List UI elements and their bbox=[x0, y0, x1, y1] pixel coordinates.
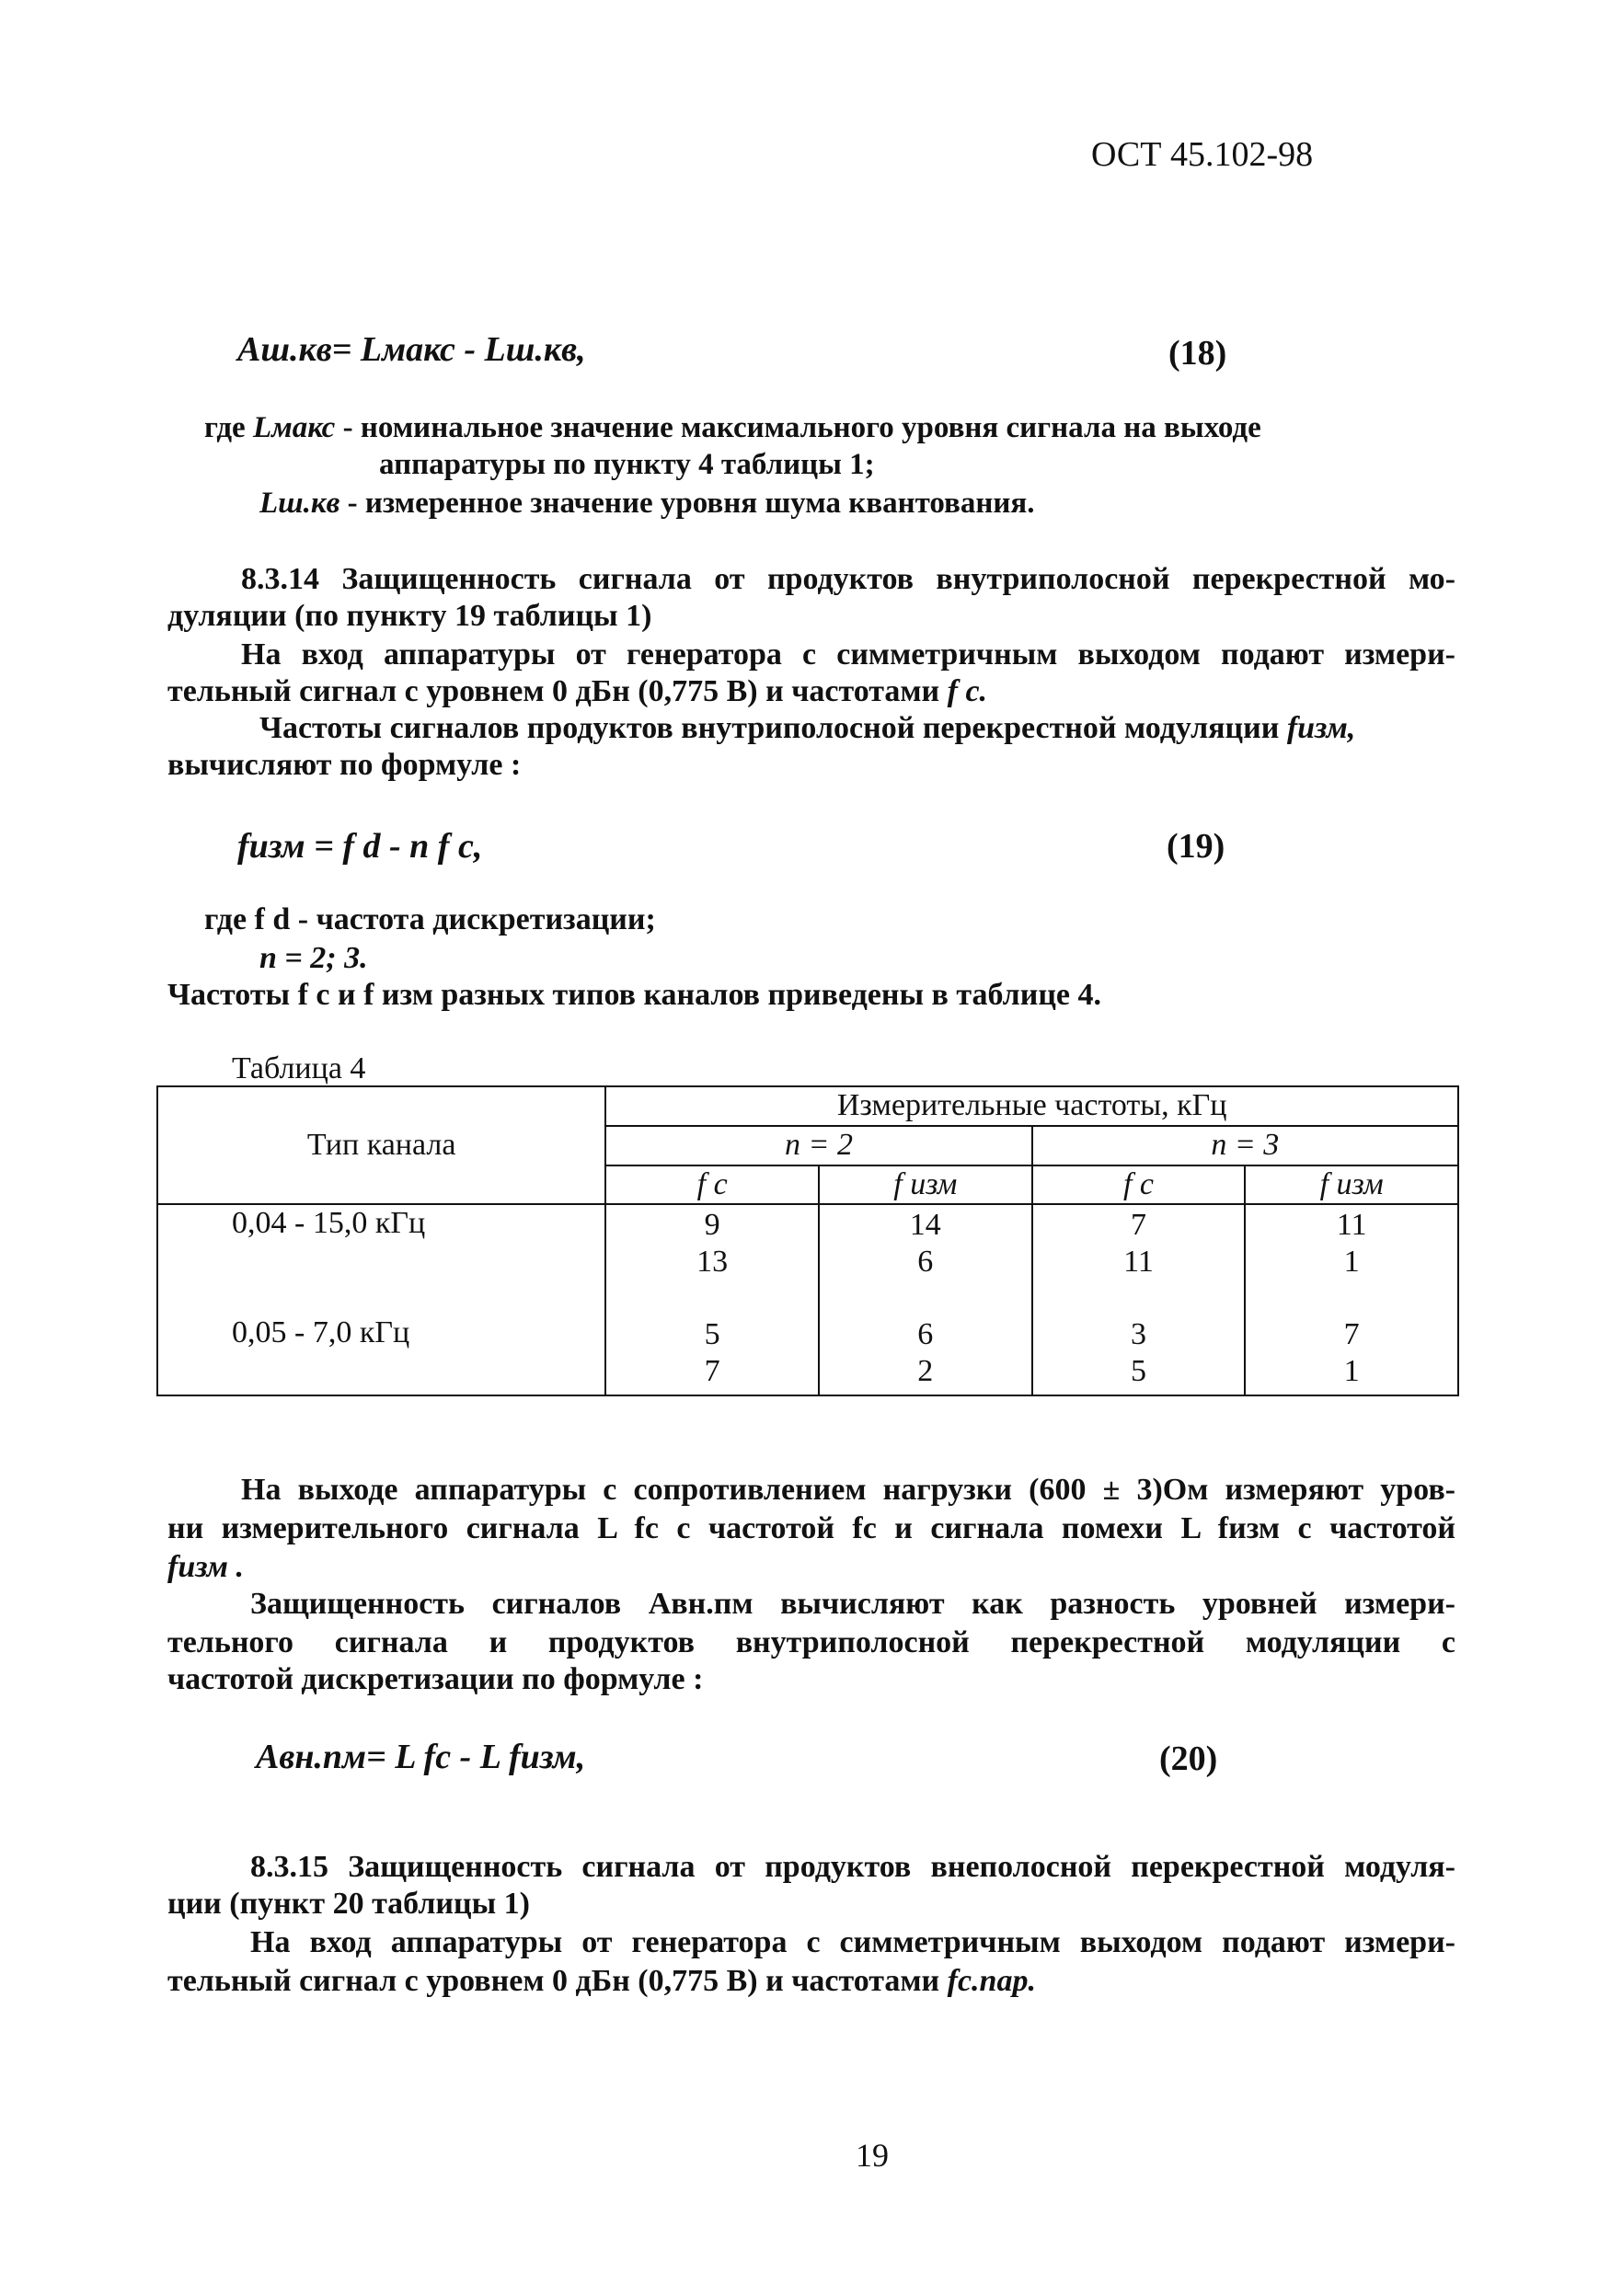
table-cell: 5 bbox=[704, 1317, 720, 1352]
formula-18-rhs: = Lмакс - Lш.кв, bbox=[331, 330, 586, 369]
table-4-subheader-fc-n3: f с bbox=[1032, 1165, 1246, 1205]
formula-20-number: (20) bbox=[1159, 1739, 1218, 1778]
table-4-subheader-fizm-n2: f изм bbox=[819, 1165, 1032, 1205]
section-8-3-14-p2-line-1: На вход аппаратуры от генератора с симметричным выходом подают измери- bbox=[241, 637, 1455, 672]
table-4-row-1-fc-n3 bbox=[1032, 1204, 1246, 1314]
section-8-3-15-p2-text: тельный сигнал с уровнем 0 дБн (0,775 В) и частотами bbox=[167, 1964, 940, 1998]
after-table-p1-line-3: fизм . bbox=[167, 1550, 244, 1584]
section-8-3-14-heading-line-2: дуляции (по пункту 19 таблицы 1) bbox=[167, 599, 652, 633]
table-cell: 7 bbox=[1130, 1208, 1146, 1243]
formula-18-lhs: Аш.кв bbox=[237, 330, 332, 369]
table-4-caption: Таблица 4 bbox=[232, 1051, 366, 1085]
section-8-3-15-p2-symbol: fс.пар. bbox=[947, 1964, 1036, 1998]
table-cell: 6 bbox=[917, 1245, 934, 1280]
section-8-3-15-heading-line-2: ции (пункт 20 таблицы 1) bbox=[167, 1887, 530, 1921]
where-18-item-2 bbox=[259, 486, 1035, 522]
after-table-p2-line-1: Защищенность сигналов Авн.пм вычисляют как разность уровней измери- bbox=[250, 1587, 1455, 1621]
where-18-text-1a: - номинальное значение максимального уровня сигнала на выходе bbox=[342, 411, 1261, 444]
where-19-line-1: где f d - частота дискретизации; bbox=[204, 902, 656, 936]
table-cell: 6 bbox=[917, 1317, 934, 1352]
after-table-p2-line-2: тельного сигнала и продуктов внутриполосной перекрестной модуляции с bbox=[167, 1625, 1455, 1659]
where-18-lead: где bbox=[204, 411, 246, 444]
section-8-3-14-p2-line-2 bbox=[167, 673, 987, 711]
where-18-text-1b: аппаратуры по пункту 4 таблицы 1; bbox=[379, 448, 875, 481]
section-8-3-15-p2-line-2 bbox=[167, 1963, 1036, 2001]
table-4-row-1-fizm-n3 bbox=[1245, 1204, 1458, 1314]
after-table-p1-line-2: ни измерительного сигнала L fc с частотой fc и сигнала помехи L fизм с частотой bbox=[167, 1511, 1455, 1545]
table-4-n3-header: n = 3 bbox=[1032, 1126, 1458, 1165]
after-table-p1-line-1: На выходе аппаратуры с сопротивлением нагрузки (600 ± 3)Ом измеряют уров- bbox=[241, 1473, 1455, 1507]
table-4-type-header: Тип канала bbox=[157, 1086, 605, 1204]
table-cell: 5 bbox=[1130, 1354, 1146, 1389]
table-cell: 1 bbox=[1343, 1354, 1360, 1389]
where-19-line-2: n = 2; 3. bbox=[259, 941, 368, 975]
where-18-symbol-2: Lш.кв bbox=[259, 487, 340, 520]
table-cell: 1 bbox=[1343, 1245, 1360, 1280]
table-4-row-2-fc-n2 bbox=[605, 1314, 819, 1395]
section-8-3-14-p3-symbol: fизм, bbox=[1286, 711, 1356, 745]
section-8-3-15-p2-line-1: На вход аппаратуры от генератора с симметричным выходом подают измери- bbox=[250, 1925, 1455, 1959]
table-cell: 9 bbox=[704, 1208, 720, 1243]
table-row bbox=[157, 1314, 1458, 1395]
section-8-3-15-heading-line-1: 8.3.15 Защищенность сигнала от продуктов внеполосной перекрестной модуля- bbox=[250, 1850, 1455, 1884]
where-18-item-1 bbox=[204, 410, 1400, 447]
table-cell: 11 bbox=[1336, 1208, 1367, 1243]
table-cell: 7 bbox=[704, 1354, 720, 1389]
formula-18-number: (18) bbox=[1168, 334, 1227, 373]
table-4-row-1-fizm-n2 bbox=[819, 1204, 1032, 1314]
table-4-subheader-fc-n2: f с bbox=[605, 1165, 819, 1205]
table-4-row-2-type: 0,05 - 7,0 кГц bbox=[157, 1314, 605, 1395]
table-cell: 2 bbox=[917, 1354, 934, 1389]
table-4-n2-header: n = 2 bbox=[605, 1126, 1031, 1165]
formula-20: Авн.пм= L fc - L fизм, bbox=[256, 1738, 586, 1776]
table-cell: 14 bbox=[909, 1208, 941, 1243]
where-19-line-3: Частоты f с и f изм разных типов каналов приведены в таблице 4. bbox=[167, 978, 1102, 1012]
section-8-3-14-p2-symbol: f с. bbox=[947, 674, 988, 708]
table-4 bbox=[156, 1085, 1459, 1396]
formula-18 bbox=[237, 329, 586, 372]
table-cell: 11 bbox=[1123, 1245, 1154, 1280]
section-8-3-14-p3-line-2: вычисляют по формуле : bbox=[167, 748, 522, 782]
section-8-3-14-heading-line-1: 8.3.14 Защищенность сигнала от продуктов внутриполосной перекрестной мо- bbox=[241, 562, 1455, 596]
table-cell: 7 bbox=[1343, 1317, 1360, 1352]
table-row bbox=[157, 1204, 1458, 1314]
table-4-group-header: Измерительные частоты, кГц bbox=[605, 1086, 1458, 1126]
table-4-row-2-fizm-n3 bbox=[1245, 1314, 1458, 1395]
document-code: ОСТ 45.102-98 bbox=[1091, 135, 1314, 174]
table-4-row-1-type: 0,04 - 15,0 кГц bbox=[157, 1204, 605, 1314]
table-4-row-1-fc-n2 bbox=[605, 1204, 819, 1314]
page-number: 19 bbox=[856, 2137, 889, 2174]
formula-19: fизм = f d - n f c, bbox=[237, 827, 483, 866]
section-8-3-14-p2-text: тельный сигнал с уровнем 0 дБн (0,775 В) и частотами bbox=[167, 674, 940, 708]
formula-19-number: (19) bbox=[1167, 827, 1225, 866]
where-18-symbol-1: Lмакс bbox=[252, 411, 336, 444]
after-table-p2-line-3: частотой дискретизации по формуле : bbox=[167, 1662, 704, 1696]
section-8-3-14-p3-line-1 bbox=[259, 710, 1455, 748]
section-8-3-14-p3-text: Частоты сигналов продуктов внутриполосной перекрестной модуляции bbox=[259, 711, 1280, 745]
table-4-row-2-fc-n3 bbox=[1032, 1314, 1246, 1395]
table-cell: 3 bbox=[1130, 1317, 1146, 1352]
table-cell: 13 bbox=[696, 1245, 729, 1280]
where-18-text-2: - измеренное значение уровня шума квантования. bbox=[347, 487, 1035, 520]
table-4-row-2-fizm-n2 bbox=[819, 1314, 1032, 1395]
table-4-subheader-fizm-n3: f изм bbox=[1245, 1165, 1458, 1205]
